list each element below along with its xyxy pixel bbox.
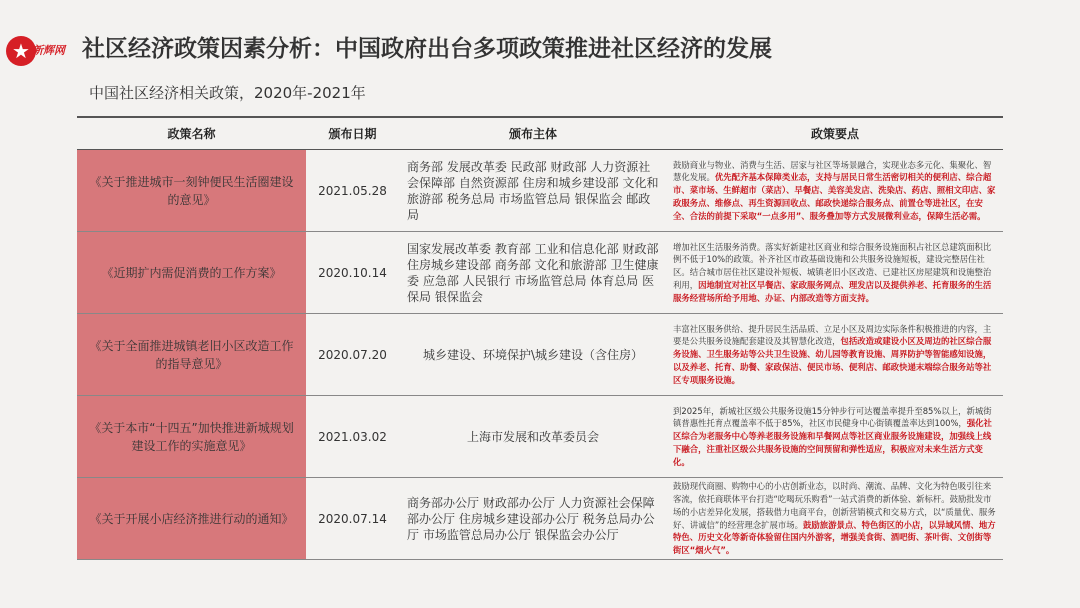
logo-text: 新辉网	[32, 44, 65, 57]
points-highlight: 鼓励旅游景点、特色街区的小店，以异域风情、地方特色、历史文化等新奇体验留住国内外游客，增强美食街、酒吧街、茶叶街、文创街等街区“烟火气”。	[673, 519, 996, 556]
points-plain: 到2025年，新城社区级公共服务设施15分钟步行可达覆盖率提升至85%以上，新城街镇普惠性托育点覆盖率不低于85%，社区市民健身中心街镇覆盖率达到100%，	[673, 405, 992, 429]
policy-date: 2020.10.14	[318, 265, 387, 280]
points-plain: 鼓励现代商圈、购物中心的小店创新业态，以时尚、潮流、品牌、文化为特色吸引往来客流，依托商联体平台打造“吃喝玩乐购看”一站式消费的新体验、新标杆。鼓励批发市场的小店差异化发展，搭载借力电商平台，创新营销模式和交易方式，以“质量优、服务好、讲诚信”的经营理念扩展市场。	[673, 481, 996, 530]
policy-issuer: 上海市发展和改革委员会	[466, 429, 599, 444]
policy-date: 2021.03.02	[318, 429, 387, 444]
policy-points	[667, 232, 1003, 313]
points-highlight: 包括改造或建设小区及周边的社区综合服务设施、卫生服务站等公共卫生设施、幼儿园等教育设施、周界防护等智能感知设施，以及养老、托育、助餐、家政保洁、便民市场、便利店、邮政快递末端综合服务站等社区专项服务设施。	[673, 336, 992, 385]
points-plain: 丰富社区服务供给、提升居民生活品质、立足小区及周边实际条件积极推进的内容，主要是公共服务设施配套建设及其智慧化改造，	[673, 323, 992, 347]
policy-issuer: 商务部 发展改革委 民政部 财政部 人力资源社会保障部 自然资源部 住房和城乡建设部 文化和旅游部 税务总局 市场监管总局 银保监会 邮政局	[407, 159, 659, 222]
column-header-name: 政策名称	[167, 127, 216, 141]
policy-table	[77, 116, 1003, 560]
policy-issuer: 商务部办公厅 财政部办公厅 人力资源社会保障部办公厅 住房城乡建设部办公厅 税务总局办公厅 市场监管总局办公厅 银保监会办公厅	[407, 495, 655, 542]
policy-points	[667, 478, 1003, 559]
page-title: 社区经济政策因素分析：中国政府出台多项政策推进社区经济的发展	[82, 36, 772, 62]
points-highlight: 优先配齐基本保障类业态，支持与居民日常生活密切相关的便利店、综合超市、菜市场、生鲜超市（菜店）、早餐店、美容美发店、洗染店、药店、照相文印店、家政服务点、维修点、再生资源回收点、邮政快递综合服务点、前置仓等进社区，在安全、合法的前提下采取“一点多用”、服务叠加等方式发展微利业态，保障生活必需。	[673, 172, 996, 221]
column-header-points: 政策要点	[810, 127, 859, 141]
policy-date: 2021.05.28	[318, 183, 387, 198]
policy-points	[667, 396, 1003, 477]
policy-date: 2020.07.20	[318, 347, 387, 362]
policy-name: 《关于本市“十四五”加快推进新城规划建设工作的实施意见》	[77, 396, 306, 477]
points-plain: 鼓励商业与物业、消费与生活、居家与社区等场景融合，实现业态多元化、集聚化、智慧化发展。	[673, 159, 992, 183]
policy-issuer: 国家发展改革委 教育部 工业和信息化部 财政部 住房城乡建设部 商务部 文化和旅游部 卫生健康委 应急部 人民银行 市场监管总局 体育总局 医保局 银保监会	[407, 241, 659, 304]
column-header-date: 颁布日期	[328, 127, 377, 141]
table-row	[77, 232, 1003, 314]
policy-name: 《关于推进城市一刻钟便民生活圈建设的意见》	[77, 150, 306, 231]
table-row	[77, 478, 1003, 560]
points-highlight: 因地制宜对社区早餐店、家政服务网点、理发店以及提供养老、托育服务的生活服务经营场所给予用地、办证、内部改造等方面支持。	[673, 279, 992, 303]
table-row	[77, 396, 1003, 478]
column-header-issuer: 颁布主体	[508, 127, 557, 141]
table-row	[77, 150, 1003, 232]
policy-points	[667, 150, 1003, 231]
policy-name: 《关于全面推进城镇老旧小区改造工作的指导意见》	[77, 314, 306, 395]
policy-date: 2020.07.14	[318, 511, 387, 526]
points-plain: 增加社区生活服务消费。落实好新建社区商业和综合服务设施面积占社区总建筑面积比例不低于10%的政策。补齐社区市政基础设施和公共服务设施短板，建设完整居住社区。结合城市居住社区建设补短板、城镇老旧小区改造、已建社区房屋建筑和设施整治利用，	[673, 241, 992, 290]
table-row	[77, 314, 1003, 396]
policy-name: 《关于开展小店经济推进行动的通知》	[77, 478, 306, 559]
policy-points	[667, 314, 1003, 395]
star-icon: ★	[6, 36, 36, 66]
policy-name: 《近期扩内需促消费的工作方案》	[77, 232, 306, 313]
logo	[6, 36, 70, 66]
table-header	[77, 116, 1003, 150]
points-highlight: 强化社区综合为老服务中心等养老服务设施和早餐网点等社区商业服务设施建设，加强线上线下融合，注重社区级公共服务设施的空间预留和弹性适应，积极应对未来生活方式变化。	[673, 418, 992, 467]
policy-issuer: 城乡建设、环境保护\城乡建设（含住房）	[422, 347, 644, 362]
page-subtitle: 中国社区经济相关政策，2020年-2021年	[89, 84, 366, 102]
